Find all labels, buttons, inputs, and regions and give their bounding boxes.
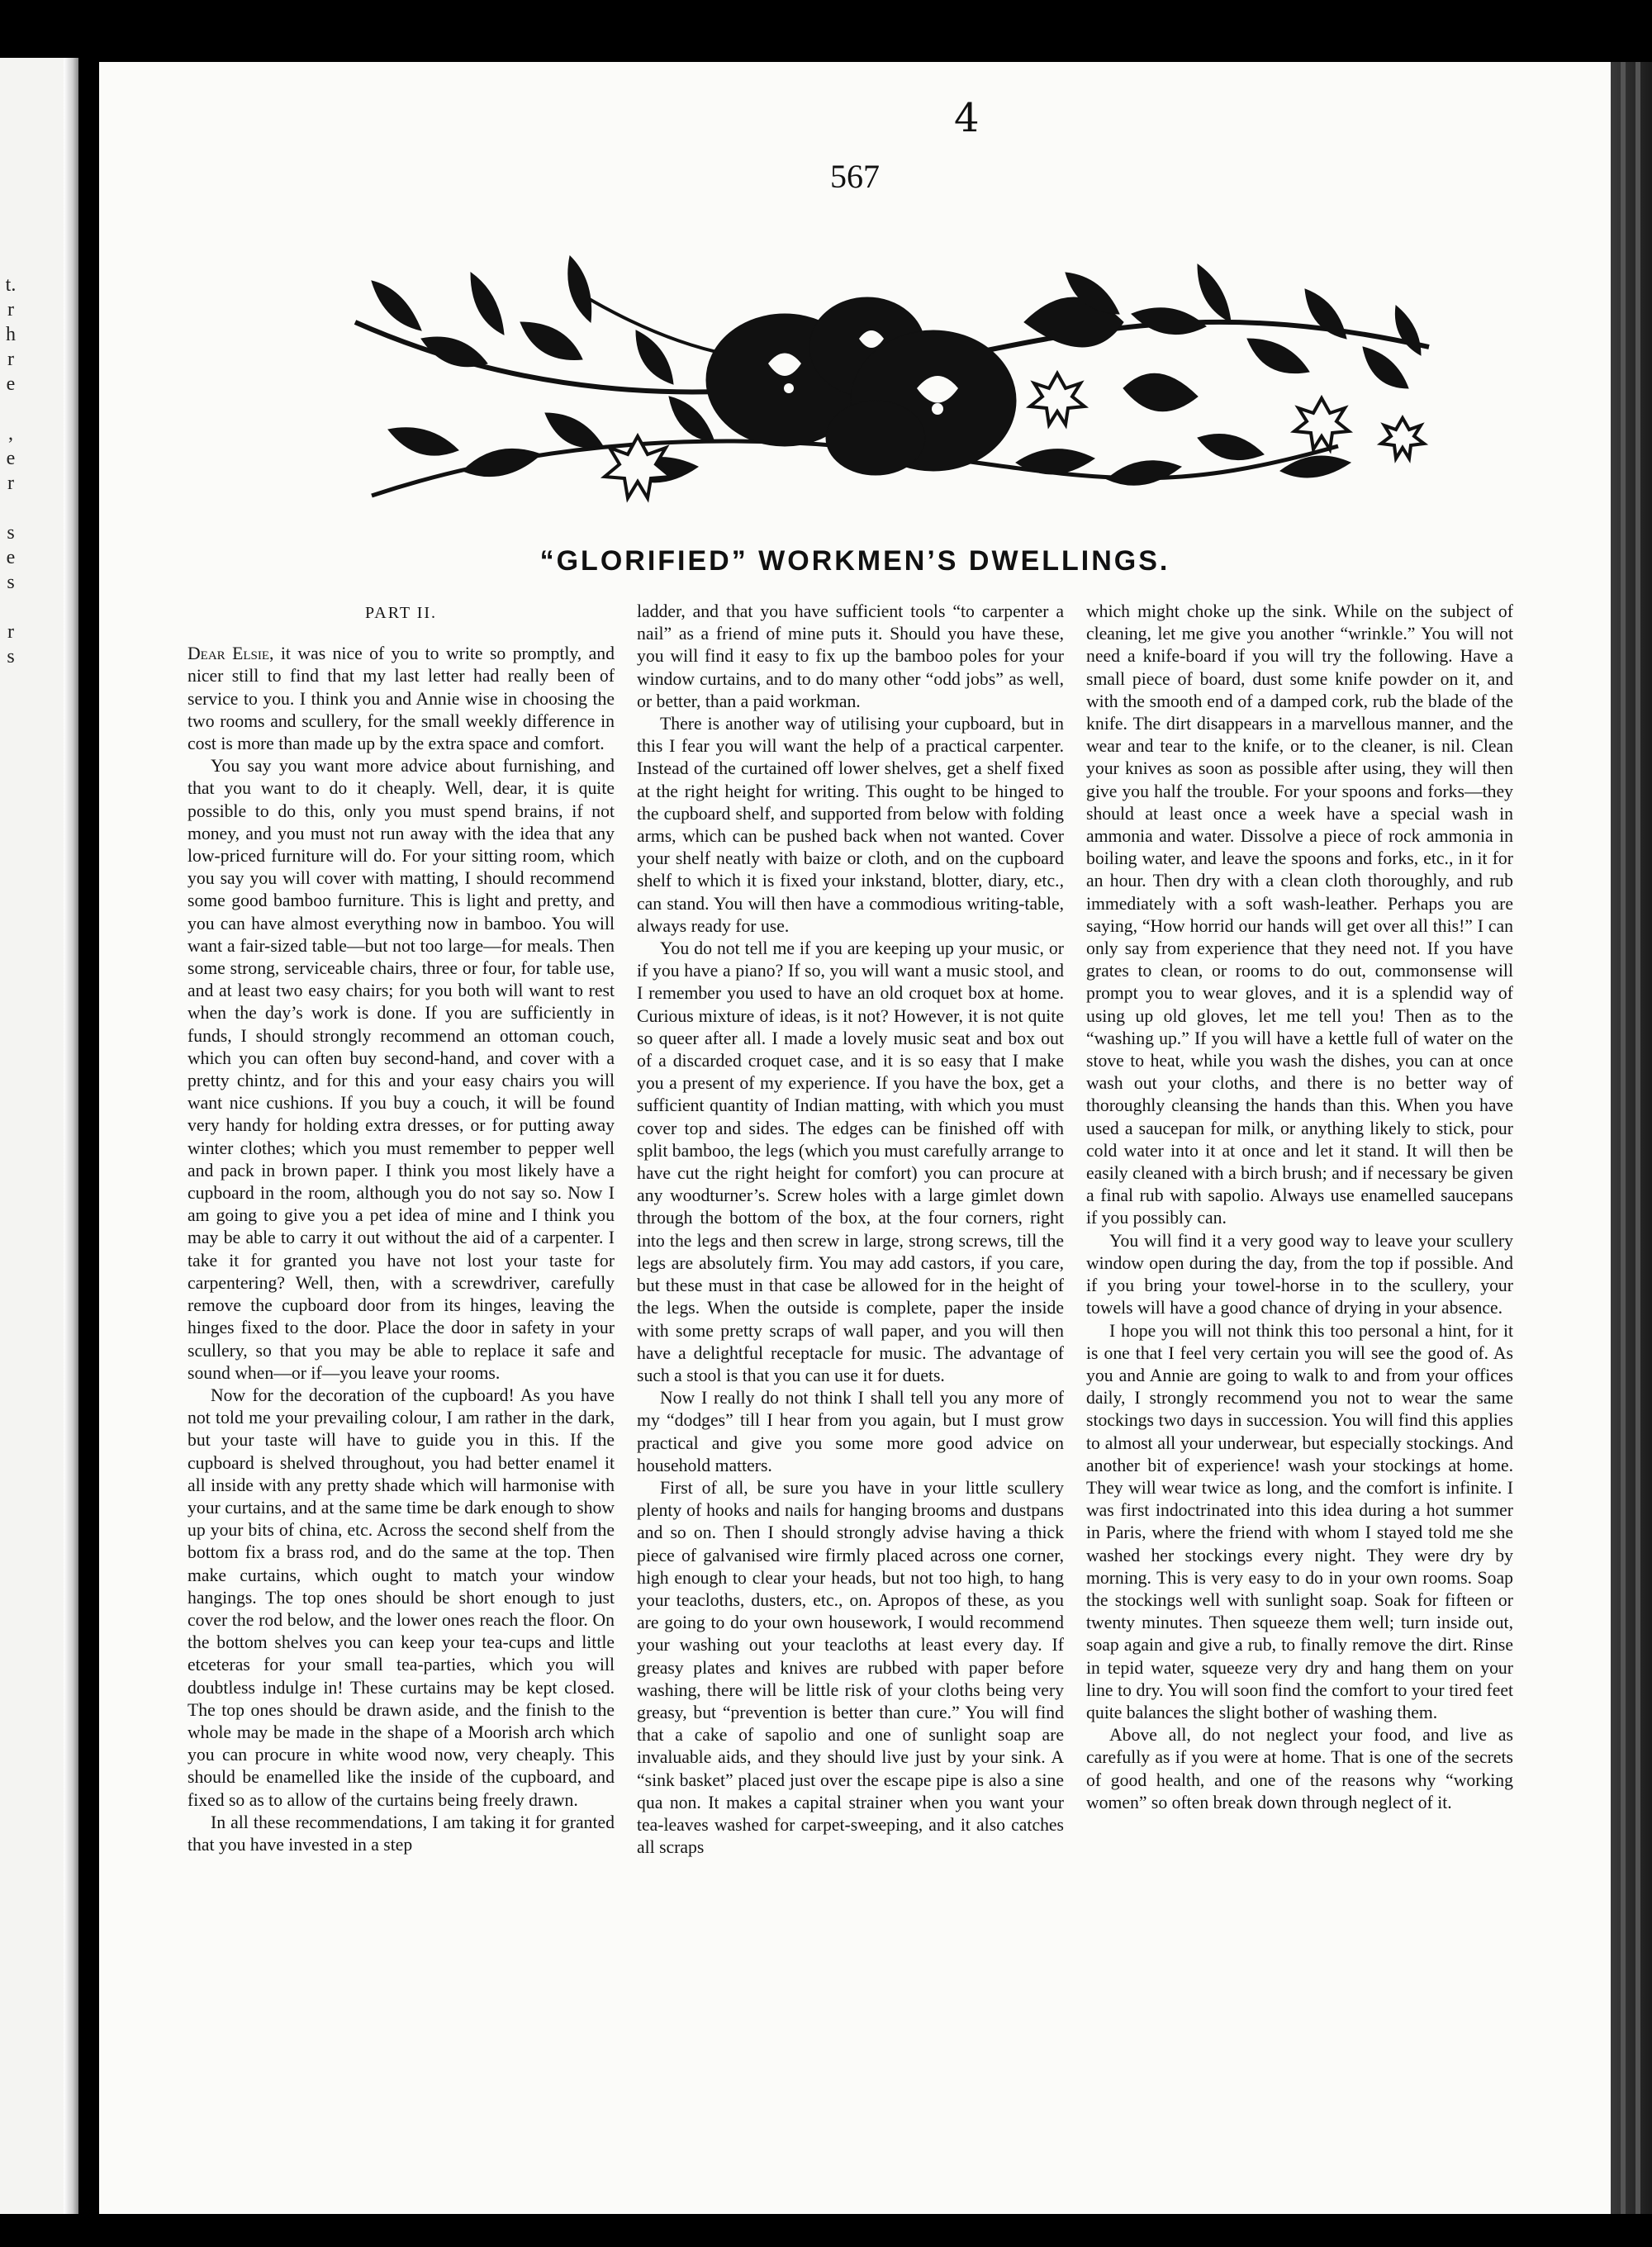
paragraph: ladder, and that you have sufficient tools “to carpenter a nail” as a friend of mine puts it. Should you have these, you will find it easy to fix up the bamboo poles for your window curtains, and to do many other “odd jobs” as well, or better, than a paid workman. [637,601,1064,711]
scanned-page [99,62,1611,2214]
previous-page-margin-text: t. r h r e , e r s e s r s [5,274,17,667]
page-gutter [64,58,78,2214]
text-column-2 [637,601,1064,2154]
part-heading: PART II. [364,604,438,622]
previous-page-edge [0,58,78,2214]
paragraph [188,643,615,755]
paragraph: I hope you will not think this too personal a hint, for it is one that I feel very certain you will see the good of. As you and Annie are going to walk to and from your offices daily, I strongly recommend you not to wear the same stockings two days in succession. You will find this applies to almost all your underwear, but especially stockings. And another bit of experience! wash your stockings at home. They will wear twice as long, and the comfort is infinite. I was first indoctrinated into this idea during a hot summer in Paris, where the friend with whom I stayed told me she washed her stockings every night. They were dry by morning. This is very easy to do in your own rooms. Soap the stockings well with sunlight soap. Soak for fifteen or twenty minutes. Then squeeze them well; turn inside out, soap again and give a rub, to finally remove the dirt. Rinse in tepid water, squeeze very dry and hang them on your line to dry. You will soon find the comfort to your tired feet quite balances the slight bother of washing them. [1086,1320,1513,1722]
article-body [188,601,1513,2154]
binding-stripe [1621,62,1626,2214]
paragraph: In all these recommendations, I am taking it for granted that you have invested in a step [188,1812,615,1855]
paragraph-text: it was nice of you to write so promptly, and nicer still to find that my last letter had really been of service to you. I think you and Annie wise in choosing the two rooms and scullery, for the small weekly difference in cost is more than made up by the extra space and comfort. [188,644,615,754]
paragraph: There is another way of utilising your cupboard, but in this I fear you will want the help of a practical carpenter. Instead of the curtained off lower shelves, get a shelf fixed at the right height for writing. This ought to be hinged to the cupboard shelf, and supported from below with folding arms, which can be pushed back when not wanted. Cover your shelf neatly with baize or cloth, and on the cupboard shelf to which it is fixed your inkstand, blotter, diary, etc., can stand. You will then have a commodious writing-table, always ready for use. [637,714,1064,936]
paragraph: You will find it a very good way to leave your scullery window open during the day, from the top if possible. And if you bring your towel-horse in to the scullery, your towels will have a good chance of drying in your absence. [1086,1230,1513,1318]
paragraph: You say you want more advice about furnishing, and that you want to do it cheaply. Well, dear, it is quite possible to do this, only you must spend brains, if not money, and you must not run away with the idea that any low-priced furniture will do. For your sitting room, which you say you will cover with matting, I should recommend some good bamboo furniture. This is light and pretty, and you can have almost everything now in bamboo. You will want a fair-sized table—but not too large—for meals. Then some strong, serviceable chairs, three or four, for table use, and at least two easy chairs; for you both will want to rest when the day’s work is done. If you are sufficiently in funds, I should strongly recommend an ottoman couch, which you can often buy second-hand, and cover with a pretty chintz, and for this and your easy chairs you will want nice cushions. If you buy a couch, it will be found very handy for holding extra dresses, or for putting away winter clothes; which you must remember to pepper well and pack in brown paper. I think you most likely have a cupboard in the room, although you do not say so. Now I am going to give you a pet idea of mine and I think you may be able to carry it out without the aid of a carpenter. I take it for granted you have not lost your taste for carpentering? Well, then, with a screwdriver, carefully remove the cupboard door from its hinges, leaving the hinges fixed to the door. Place the door in safety in your scullery, so that you may be able to replace it safe and sound when—or if—you leave your rooms. [188,756,615,1383]
floral-ornament-icon [339,223,1446,537]
paragraph: Above all, do not neglect your food, and live as carefully as if you were at home. That is one of the secrets of good health, and one of the reasons why “working women” so often break down through neglect of it. [1086,1725,1513,1812]
paragraph: First of all, be sure you have in your little scullery plenty of hooks and nails for hanging brooms and dustpans and so on. Then I should strongly advise having a thick piece of galvanised wire firmly placed across one corner, high enough to clear your heads, but not too high, to hang your teacloths, dusters, etc., on. Apropos of these, as you are going to do your own housework, I would recommend your washing out your teacloths at least every day. If greasy plates and knives are rubbed with paper before washing, there will be little risk of your cloths being very greasy, but “prevention is better than cure.” You will find that a cake of sapolio and one of sunlight soap are invaluable aids, and they should live just by your sink. A “sink basket” placed just over the escape pipe is also a sine qua non. It makes a capital strainer when you want your tea-leaves washed for carpet-sweeping, and it also catches all scraps [637,1477,1064,1858]
paragraph: which might choke up the sink. While on the subject of cleaning, let me give you another “wrinkle.” You will not need a knife-board if you will try the following. Have a small piece of board, dust some knife powder on it, and with the smooth end of a damped cork, rub the blade of the knife. The dirt disappears in a marvellous manner, and the wear and tear to the knife, or to the cleaner, is nil. Clean your knives as soon as possible after using, they will then give you half the trouble. For your spoons and forks—they should at least once a week have a special wash in ammonia and water. Dissolve a piece of rock ammonia in boiling water, and leave the spoons and forks, etc., in it for an hour. Then dry with a clean cloth thoroughly, and rub immediately with a soft wash-leather. Perhaps you are saying, “How horrid our hands will get over all this!” I can only say from experience that they need not. If you have grates to clean, or rooms to do out, commonsense will prompt you to wear gloves, and it is a splendid way of using up old gloves, let me tell you! Then as to the “washing up.” If you will have a kettle full of water on the stove to heat, while you wash the dishes, you can at once wash out your cloths, and there is no better way of thoroughly cleansing the hands than this. When you have used a saucepan for milk, or anything likely to stick, pour cold water into it at once and let it stand. It will then be easily cleaned with a birch brush; and if necessary be given a final rub with sapolio. Always use enamelled saucepans if you possibly can. [1086,601,1513,1228]
text-column-1 [188,601,615,2154]
binding-stripe [1635,62,1640,2214]
salutation: Dear Elsie, [188,644,274,664]
page-number: 567 [830,158,880,195]
text-column-3 [1086,601,1513,2154]
article-title: “GLORIFIED” WORKMEN’S DWELLINGS. [539,545,1170,577]
paragraph: Now I really do not think I shall tell you any more of my “dodges” till I hear from you again, but I must grow practical and give you some more good advice on household matters. [637,1388,1064,1475]
paragraph: You do not tell me if you are keeping up your music, or if you have a piano? If so, you will want a music stool, and I remember you used to have an old croquet box at home. Curious mixture of ideas, is it not? However, it is not quite so queer after all. I made a lovely music seat and box out of a discarded croquet case, and it is so easy that I make you a present of my experience. If you have the box, get a sufficient quantity of Indian matting, with which you must cover top and sides. The edges can be finished off with split bamboo, the legs (which you must carefully arrange to have cut the right height for comfort) you can procure at any woodturner’s. Screw holes with a large gimlet down through the bottom of the box, at the four corners, right into the legs and then screw in large, strong screws, till the legs are absolutely firm. You may add castors, if you care, but these must in that case be allowed for in the height of the legs. When the outside is complete, paper the inside with some pretty scraps of wall paper, and you will then have a delightful receptacle for music. The advantage of such a stool is that you can use it for duets. [637,938,1064,1385]
paragraph: Now for the decoration of the cupboard! As you have not told me your prevailing colour, I am rather in the dark, but your taste will have to guide you in this. If the cupboard is shelved throughout, you had better enamel it all inside with any pretty shade which will harmonise with your curtains, and at the same time be dark enough to show up your bits of china, etc. Across the second shelf from the bottom fix a brass rod, and do the same at the top. Then make curtains, which ought to match your window hangings. The top ones should be short enough to just cover the rod below, and the lower ones reach the floor. On the bottom shelves you can keep your tea-cups and little etceteras for your small tea-parties, which you will doubtless indulge in! These curtains may be kept closed. The top ones should be drawn aside, and the finish to the whole may be made in the shape of a Moorish arch which you can procure in white wood now, very cheaply. This should be enamelled like the inside of the cupboard, and fixed so as to allow of the curtains being freely drawn. [188,1385,615,1810]
book-binding [1611,62,1652,2214]
handwritten-mark: 4 [954,95,980,141]
